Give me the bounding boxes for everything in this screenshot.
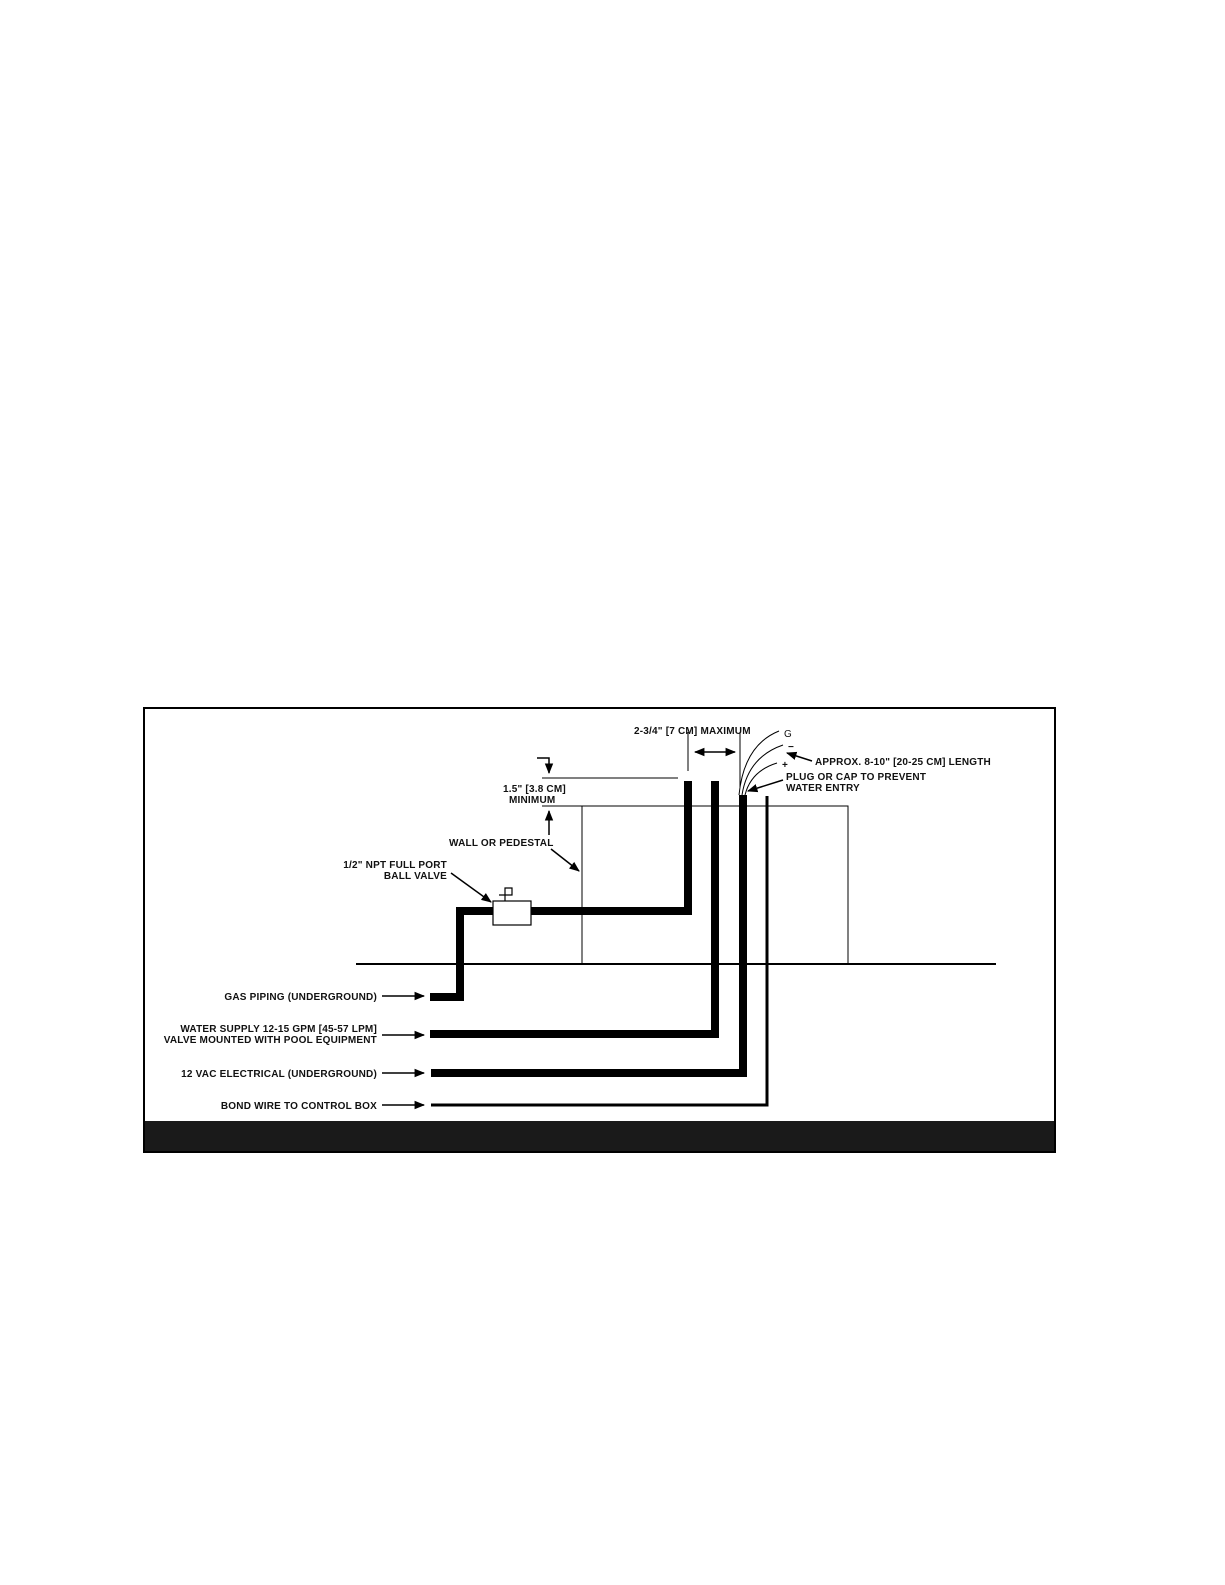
wire-length-label: APPROX. 8-10" [20-25 CM] LENGTH bbox=[815, 757, 991, 768]
wire-plus-label: + bbox=[782, 760, 789, 771]
valve-label-line2: BALL VALVE bbox=[383, 871, 447, 882]
figure-footer-bar bbox=[145, 1121, 1054, 1151]
min-dim-label-line2: MINIMUM bbox=[509, 795, 556, 806]
plug-label-line1: PLUG OR CAP TO PREVENT bbox=[786, 772, 927, 783]
wire-g-label: G bbox=[784, 729, 792, 740]
wall-arrow bbox=[551, 849, 579, 871]
min-dim-top-arrow bbox=[537, 758, 549, 773]
wall-label: WALL OR PEDESTAL bbox=[449, 838, 554, 849]
bond-label: BOND WIRE TO CONTROL BOX bbox=[220, 1101, 377, 1112]
wire-length-arrow bbox=[787, 753, 812, 761]
wire-minus-label: − bbox=[788, 742, 795, 753]
electrical-label: 12 VAC ELECTRICAL (UNDERGROUND) bbox=[181, 1069, 377, 1080]
valve-label-line1: 1/2" NPT FULL PORT bbox=[343, 860, 447, 871]
wire-lead-g bbox=[739, 731, 779, 795]
plug-label-line2: WATER ENTRY bbox=[786, 783, 860, 794]
installation-diagram bbox=[143, 707, 1056, 1153]
max-dim-label: 2-3/4" [7 CM] MAXIMUM bbox=[634, 726, 751, 737]
diagram-canvas bbox=[145, 709, 1056, 1153]
valve-arrow bbox=[451, 873, 491, 902]
water-label-line1: WATER SUPPLY 12-15 GPM [45-57 LPM] bbox=[180, 1024, 377, 1035]
ball-valve bbox=[493, 901, 531, 925]
min-dim-label-line1: 1.5" [3.8 CM] bbox=[503, 784, 566, 795]
plug-arrow bbox=[748, 780, 783, 791]
ball-valve-handle bbox=[499, 888, 512, 901]
water-label-line2: VALVE MOUNTED WITH POOL EQUIPMENT bbox=[163, 1035, 377, 1046]
gas-label: GAS PIPING (UNDERGROUND) bbox=[224, 992, 377, 1003]
